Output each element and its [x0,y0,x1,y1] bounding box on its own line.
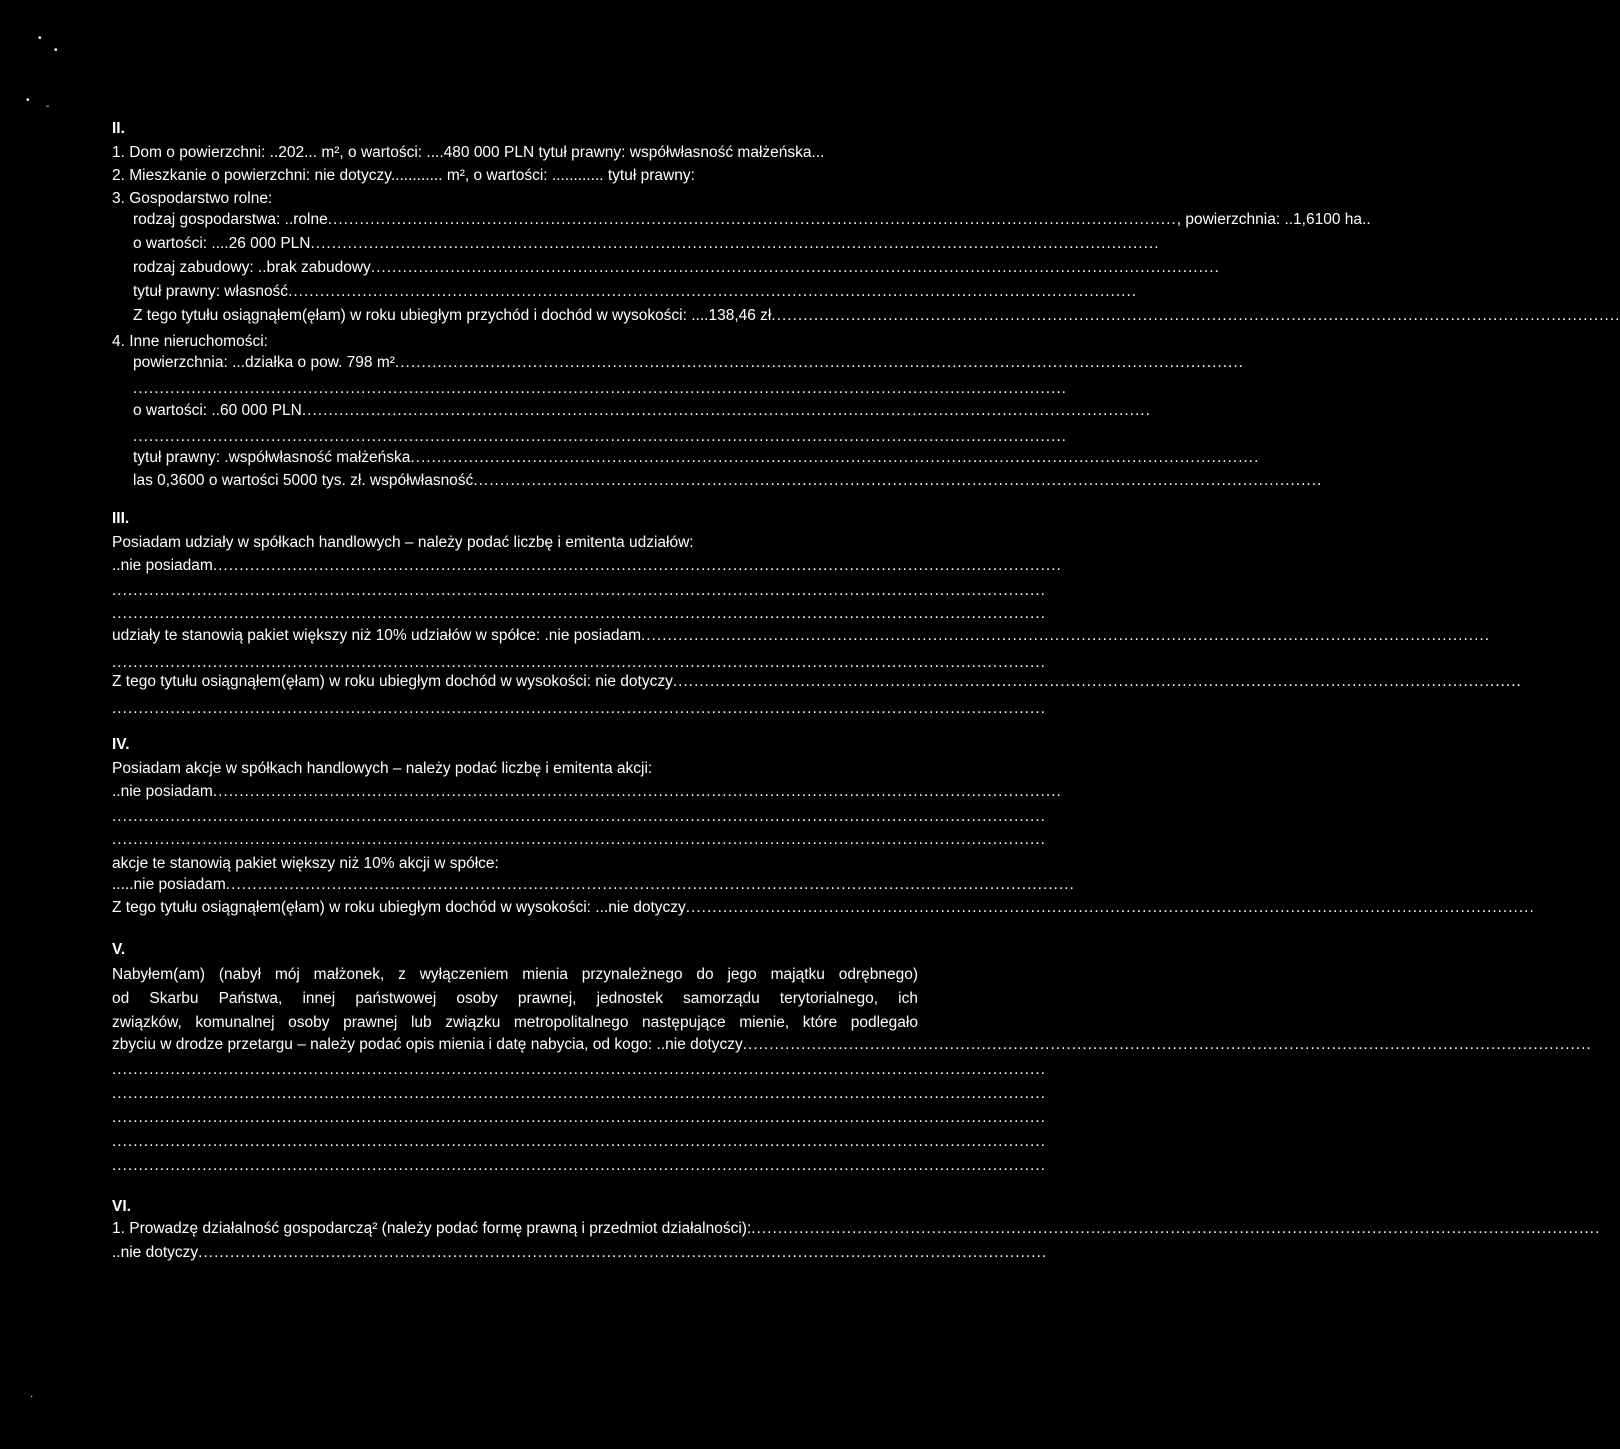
other-forest-row [133,472,1323,490]
stocks-income-row [112,899,1535,917]
dotted-fill: ................................................................................................................................................................ [394,354,1244,371]
other-title-row [133,449,1260,467]
dotted-line: ................................................................................................................................................................................ [112,605,1046,622]
acquisition-text-2: od Skarbu Państwa, innej państwowej osoby prawnej, jednostek samorządu terytorialnego, ich [112,990,918,1007]
acquisition-answer-row [112,1036,1592,1054]
dotted-line: ................................................................................................................................................................................ [112,1109,1046,1126]
dotted-line: ................................................................................................................................................................................ [112,808,1046,825]
section-iii-heading: III. [112,510,130,527]
dotted-line: ................................................................................................................................................................................ [112,582,1046,599]
dotted-line: ................................................................................................................................................................................ [112,1133,1046,1150]
acquisition-text-1: Nabyłem(am) (nabył mój małżonek, z wyłączeniem mienia przynależnego do jego majątku odrębnego) [112,966,918,983]
dotted-fill: ................................................................................................................................................................ [410,449,1260,466]
dotted-fill: ................................................................................................................................................................ [310,235,1160,252]
house-line: 1. Dom o powierzchni: ..202... m², o wartości: ....480 000 PLN tytuł prawny: współwłasność małżeńska... [112,144,825,161]
shares-income-row [112,673,1522,691]
farm-income: Z tego tytułu osiągnąłem(ęłam) w roku ubiegłym przychód i dochód w wysokości: ....138,46 zł [133,307,772,324]
other-title: tytuł prawny: .współwłasność małżeńska [133,449,411,466]
dotted-fill: ................................................................................................................................................................ [212,783,1062,800]
scan-speck: · [30,1391,34,1402]
scan-speck: • [38,33,42,44]
shares-income: Z tego tytułu osiągnąłem(ęłam) w roku ubiegłym dochód w wysokości: nie dotyczy [112,673,673,690]
dotted-fill: ................................................................................................................................................................ [370,259,1220,276]
dotted-line: ................................................................................................................................................................................ [112,654,1046,671]
dotted-fill: ................................................................................................................................................................ [473,472,1323,489]
farm-buildings: rodzaj zabudowy: ..brak zabudowy [133,259,371,276]
dotted-line: ................................................................................................................................................................................ [112,1061,1046,1078]
section-ii-heading-line [0,118,1024,140]
apartment-line: 2. Mieszkanie o powierzchni: nie dotyczy............ m², o wartości: ............ tytuł prawny: [112,167,695,184]
dotted-fill: ................................................................................................................................................................ [288,283,1138,300]
dotted-fill: ................................................................................................................................................................ [327,211,1177,228]
dotted-fill: ................................................................................................................................................................ [225,876,1075,893]
other-area-row [133,354,1244,372]
dotted-line: ................................................................................................................................................................................ [133,428,1067,445]
section-iv-heading: IV. [112,736,130,753]
stocks-stake: akcje te stanowią pakiet większy niż 10% akcji w spółce: [112,855,499,872]
farm-value: o wartości: ....26 000 PLN [133,235,311,252]
scan-speck: - [46,101,50,112]
other-value: o wartości: ..60 000 PLN [133,402,302,419]
section-ii-heading: II. [112,120,125,137]
dotted-fill: ................................................................................................................................................................ [672,673,1522,690]
stocks-stake-answer: .....nie posiadam [112,876,226,893]
dotted-line: ................................................................................................................................................................................ [112,700,1046,717]
other-area: powierzchnia: ...działka o pow. 798 m² [133,354,395,371]
dotted-line: ................................................................................................................................................................................ [112,831,1046,848]
dotted-fill: ................................................................................................................................................................ [771,307,1620,324]
section-vi-heading: VI. [112,1198,131,1215]
business-answer: ..nie dotyczy [112,1244,199,1261]
business-row [112,1220,1601,1238]
acquisition-text-4: zbyciu w drodze przetargu – należy podać opis mienia i datę nabycia, od kogo: ..nie dotyczy [112,1036,743,1053]
stocks-answer-row [112,783,1062,801]
farm-type-row [133,211,1371,229]
dotted-fill: ................................................................................................................................................................ [301,402,1151,419]
stocks-income: Z tego tytułu osiągnąłem(ęłam) w roku ubiegłym dochód w wysokości: ...nie dotyczy [112,899,686,916]
other-property-heading: 4. Inne nieruchomości: [112,333,268,350]
other-forest: las 0,3600 o wartości 5000 tys. zł. współwłasność [133,472,474,489]
shares-answer: ..nie posiadam [112,557,213,574]
farm-heading: 3. Gospodarstwo rolne: [112,190,273,207]
shares-stake: udziały te stanowią pakiet większy niż 10% udziałów w spółce: .nie posiadam [112,627,641,644]
farm-type: rodzaj gospodarstwa: ..rolne [133,211,328,228]
dotted-line: ................................................................................................................................................................................ [112,1085,1046,1102]
scan-speck: • [26,95,30,106]
farm-buildings-row [133,259,1220,277]
dotted-line: ................................................................................................................................................................................ [112,1157,1046,1174]
stocks-answer: ..nie posiadam [112,783,213,800]
shares-answer-row [112,557,1062,575]
dotted-fill: ................................................................................................................................................................ [641,627,1491,644]
dotted-line: ................................................................................................................................................................................ [133,380,1067,397]
dotted-fill: ................................................................................................................................................................ [198,1244,1048,1261]
section-v-heading: V. [112,941,126,958]
acquisition-text-3: związków, komunalnej osoby prawnej lub związku metropolitalnego następujące mienie, które podlegało [112,1014,918,1031]
farm-value-row [133,235,1160,253]
other-value-row [133,402,1151,420]
business-question: 1. Prowadzę działalność gospodarczą² (należy podać formę prawną i przedmiot działalności): [112,1220,752,1237]
scan-speck: • [54,45,58,56]
stocks-stake-answer-row [112,876,1075,894]
farm-title: tytuł prawny: własność [133,283,289,300]
dotted-fill: ................................................................................................................................................................ [212,557,1062,574]
business-answer-row [112,1244,1048,1262]
dotted-fill: ................................................................................................................................................................ [685,899,1535,916]
shares-question: Posiadam udziały w spółkach handlowych – należy podać liczbę i emitenta udziałów: [112,534,694,551]
shares-stake-row [112,627,1491,645]
stocks-question: Posiadam akcje w spółkach handlowych – należy podać liczbę i emitenta akcji: [112,760,653,777]
farm-title-row [133,283,1138,301]
dotted-fill: ................................................................................................................................................................ [751,1220,1601,1237]
farm-income-row [133,307,1620,325]
dotted-fill: ................................................................................................................................................................ [742,1036,1592,1053]
farm-area: , powierzchnia: ..1,6100 ha.. [1176,211,1371,228]
